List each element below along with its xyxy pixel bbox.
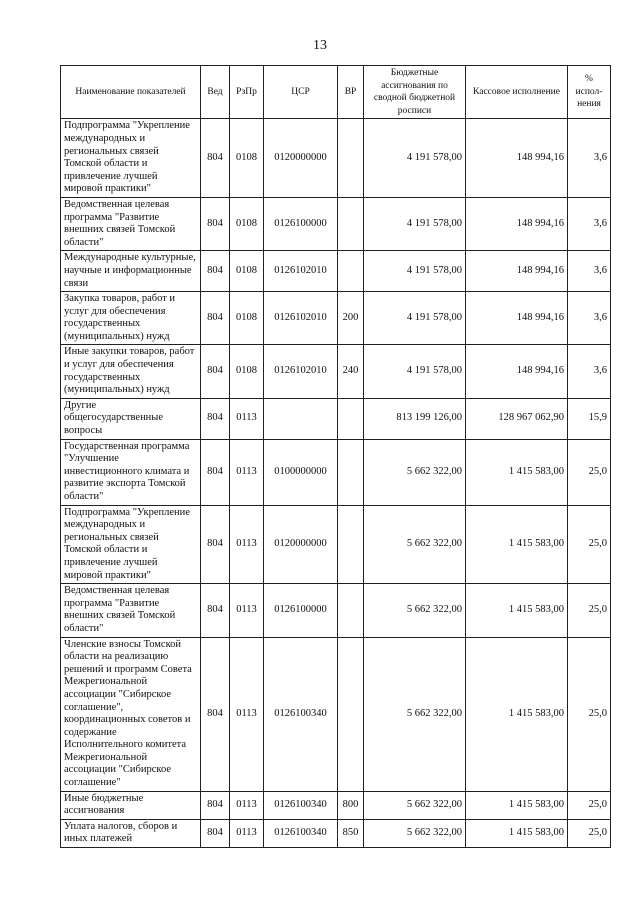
header-kass: Кассовое исполнение bbox=[466, 66, 568, 119]
cell-csr: 0100000000 bbox=[264, 439, 338, 505]
cell-budget: 4 191 578,00 bbox=[364, 292, 466, 345]
cell-pct: 3,6 bbox=[568, 292, 611, 345]
cell-ved: 804 bbox=[201, 791, 230, 819]
cell-vr bbox=[338, 637, 364, 791]
cell-ved: 804 bbox=[201, 584, 230, 637]
cell-budget: 5 662 322,00 bbox=[364, 584, 466, 637]
table-row bbox=[61, 505, 611, 584]
cell-budget: 5 662 322,00 bbox=[364, 439, 466, 505]
cell-budget: 4 191 578,00 bbox=[364, 345, 466, 398]
cell-name: Государственная программа "Улучшение инвестиционного климата и развитие экспорта Томской области" bbox=[61, 439, 201, 505]
cell-pct: 3,6 bbox=[568, 119, 611, 198]
cell-ved: 804 bbox=[201, 819, 230, 847]
table-row bbox=[61, 819, 611, 847]
cell-pct: 25,0 bbox=[568, 791, 611, 819]
cell-name: Членские взносы Томской области на реализацию решений и программ Совета Межрегиональной ассоциации "Сибирское соглашение", координационных советов и содержание Исполнительного комитета Межрегиональной ассоциации "Сибирское соглашение" bbox=[61, 637, 201, 791]
cell-budget: 5 662 322,00 bbox=[364, 819, 466, 847]
cell-name: Ведомственная целевая программа "Развитие внешних связей Томской области" bbox=[61, 584, 201, 637]
cell-csr: 0126100340 bbox=[264, 819, 338, 847]
page-number: 13 bbox=[313, 38, 327, 53]
cell-name: Иные закупки товаров, работ и услуг для обеспечения государственных (муниципальных) нужд bbox=[61, 345, 201, 398]
table-row bbox=[61, 791, 611, 819]
cell-rzpr: 0108 bbox=[230, 119, 264, 198]
cell-name: Ведомственная целевая программа "Развитие внешних связей Томской области" bbox=[61, 197, 201, 250]
cell-csr: 0126100000 bbox=[264, 584, 338, 637]
cell-vr: 240 bbox=[338, 345, 364, 398]
cell-budget: 4 191 578,00 bbox=[364, 197, 466, 250]
cell-rzpr: 0113 bbox=[230, 584, 264, 637]
cell-pct: 3,6 bbox=[568, 197, 611, 250]
cell-budget: 5 662 322,00 bbox=[364, 505, 466, 584]
table-row bbox=[61, 345, 611, 398]
table-row bbox=[61, 292, 611, 345]
cell-ved: 804 bbox=[201, 345, 230, 398]
cell-pct: 15,9 bbox=[568, 398, 611, 439]
cell-ved: 804 bbox=[201, 292, 230, 345]
cell-csr: 0126102010 bbox=[264, 345, 338, 398]
cell-vr bbox=[338, 505, 364, 584]
cell-ved: 804 bbox=[201, 119, 230, 198]
cell-rzpr: 0108 bbox=[230, 251, 264, 292]
cell-vr bbox=[338, 251, 364, 292]
header-ved: Вед bbox=[201, 66, 230, 119]
cell-vr bbox=[338, 584, 364, 637]
header-pct: % испол-нения bbox=[568, 66, 611, 119]
cell-name: Международные культурные, научные и информационные связи bbox=[61, 251, 201, 292]
cell-kass: 148 994,16 bbox=[466, 345, 568, 398]
table-row bbox=[61, 251, 611, 292]
cell-rzpr: 0113 bbox=[230, 637, 264, 791]
cell-ved: 804 bbox=[201, 197, 230, 250]
cell-csr: 0120000000 bbox=[264, 119, 338, 198]
cell-kass: 1 415 583,00 bbox=[466, 791, 568, 819]
cell-kass: 1 415 583,00 bbox=[466, 505, 568, 584]
cell-csr: 0126100340 bbox=[264, 791, 338, 819]
cell-vr: 850 bbox=[338, 819, 364, 847]
cell-pct: 25,0 bbox=[568, 584, 611, 637]
cell-vr bbox=[338, 439, 364, 505]
cell-budget: 4 191 578,00 bbox=[364, 251, 466, 292]
cell-vr: 200 bbox=[338, 292, 364, 345]
cell-pct: 3,6 bbox=[568, 251, 611, 292]
cell-kass: 1 415 583,00 bbox=[466, 637, 568, 791]
cell-csr: 0126102010 bbox=[264, 251, 338, 292]
cell-pct: 25,0 bbox=[568, 505, 611, 584]
cell-name: Подпрограмма "Укрепление международных и региональных связей Томской области и привлечение лучшей мировой практики" bbox=[61, 119, 201, 198]
cell-csr: 0120000000 bbox=[264, 505, 338, 584]
cell-name: Другие общегосударственные вопросы bbox=[61, 398, 201, 439]
cell-kass: 1 415 583,00 bbox=[466, 439, 568, 505]
cell-kass: 148 994,16 bbox=[466, 119, 568, 198]
cell-pct: 3,6 bbox=[568, 345, 611, 398]
cell-rzpr: 0108 bbox=[230, 197, 264, 250]
cell-vr: 800 bbox=[338, 791, 364, 819]
table-row bbox=[61, 197, 611, 250]
cell-name: Уплата налогов, сборов и иных платежей bbox=[61, 819, 201, 847]
cell-budget: 5 662 322,00 bbox=[364, 791, 466, 819]
cell-csr: 0126100000 bbox=[264, 197, 338, 250]
cell-ved: 804 bbox=[201, 398, 230, 439]
cell-budget: 813 199 126,00 bbox=[364, 398, 466, 439]
cell-rzpr: 0113 bbox=[230, 819, 264, 847]
cell-name: Иные бюджетные ассигнования bbox=[61, 791, 201, 819]
cell-vr bbox=[338, 398, 364, 439]
cell-csr bbox=[264, 398, 338, 439]
table-row bbox=[61, 584, 611, 637]
table-row bbox=[61, 637, 611, 791]
cell-name: Закупка товаров, работ и услуг для обеспечения государственных (муниципальных) нужд bbox=[61, 292, 201, 345]
cell-pct: 25,0 bbox=[568, 439, 611, 505]
cell-kass: 1 415 583,00 bbox=[466, 584, 568, 637]
budget-execution-table bbox=[60, 65, 611, 848]
cell-budget: 4 191 578,00 bbox=[364, 119, 466, 198]
cell-ved: 804 bbox=[201, 439, 230, 505]
table-header-row bbox=[61, 66, 611, 119]
header-name: Наименование показателей bbox=[61, 66, 201, 119]
table-row bbox=[61, 119, 611, 198]
cell-kass: 128 967 062,90 bbox=[466, 398, 568, 439]
table-row bbox=[61, 439, 611, 505]
table-row bbox=[61, 398, 611, 439]
cell-budget: 5 662 322,00 bbox=[364, 637, 466, 791]
header-csr: ЦСР bbox=[264, 66, 338, 119]
cell-vr bbox=[338, 119, 364, 198]
cell-ved: 804 bbox=[201, 637, 230, 791]
header-budget: Бюджетные ассигнования по сводной бюджетной росписи bbox=[364, 66, 466, 119]
cell-name: Подпрограмма "Укрепление международных и региональных связей Томской области и привлечение лучшей мировой практики" bbox=[61, 505, 201, 584]
cell-kass: 148 994,16 bbox=[466, 197, 568, 250]
header-vr: ВР bbox=[338, 66, 364, 119]
cell-pct: 25,0 bbox=[568, 819, 611, 847]
header-rzpr: РзПр bbox=[230, 66, 264, 119]
cell-rzpr: 0113 bbox=[230, 791, 264, 819]
table-body bbox=[61, 119, 611, 848]
cell-csr: 0126100340 bbox=[264, 637, 338, 791]
cell-kass: 148 994,16 bbox=[466, 292, 568, 345]
cell-kass: 1 415 583,00 bbox=[466, 819, 568, 847]
cell-ved: 804 bbox=[201, 251, 230, 292]
cell-kass: 148 994,16 bbox=[466, 251, 568, 292]
cell-vr bbox=[338, 197, 364, 250]
cell-csr: 0126102010 bbox=[264, 292, 338, 345]
cell-rzpr: 0113 bbox=[230, 505, 264, 584]
cell-pct: 25,0 bbox=[568, 637, 611, 791]
cell-rzpr: 0108 bbox=[230, 292, 264, 345]
cell-rzpr: 0113 bbox=[230, 398, 264, 439]
cell-ved: 804 bbox=[201, 505, 230, 584]
cell-rzpr: 0108 bbox=[230, 345, 264, 398]
cell-rzpr: 0113 bbox=[230, 439, 264, 505]
